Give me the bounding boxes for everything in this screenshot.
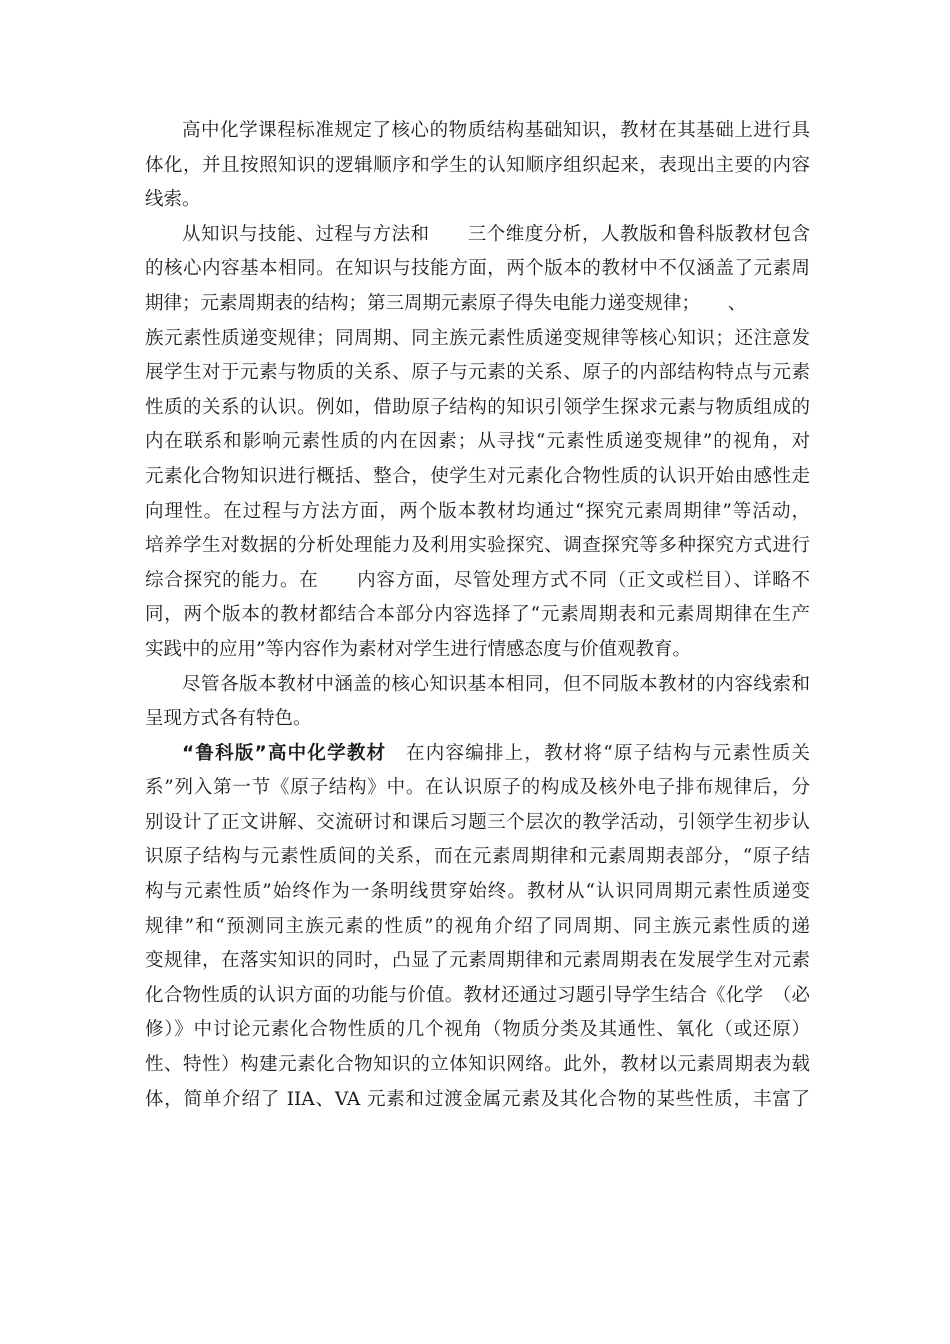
text-line: 从知识与技能、过程与方法和 三个维度分析，人教版和鲁科版教材包含 <box>182 223 810 245</box>
text-line: 化合物性质的认识方面的功能与价值。教材还通过习题引导学生结合《化学 （必 <box>145 984 810 1006</box>
text-line: 同，两个版本的教材都结合本部分内容选择了“元素周期表和元素周期律在生产 <box>145 604 810 626</box>
paragraph-4 <box>145 737 810 1118</box>
paragraph-3 <box>145 668 810 737</box>
text-line: 系”列入第一节《原子结构》中。在认识原子的构成及核外电子排布规律后，分 <box>145 777 810 799</box>
text-line: 族元素性质递变规律；同周期、同主族元素性质递变规律等核心知识；还注意发 <box>145 327 810 349</box>
heading-lead-text: 在内容编排上，教材将“原子结构与元素性质关 <box>386 742 810 764</box>
section-heading: “鲁科版”高中化学教材 <box>182 742 387 764</box>
text-line: 综合探究的能力。在 内容方面，尽管处理方式不同（正文或栏目）、详略不 <box>145 569 810 591</box>
text-line: 线索。 <box>145 189 201 211</box>
text-line: 内在联系和影响元素性质的内在因素；从寻找“元素性质递变规律”的视角，对 <box>145 431 810 453</box>
text-line: 变规律，在落实知识的同时，凸显了元素周期律和元素周期表在发展学生对元素 <box>145 950 810 972</box>
text-line: 培养学生对数据的分析处理能力及利用实验探究、调查探究等多种探究方式进行 <box>145 535 810 557</box>
text-line: 规律”和“预测同主族元素的性质”的视角介绍了同周期、同主族元素性质的递 <box>145 915 810 937</box>
text-line: 性质的关系的认识。例如，借助原子结构的知识引领学生探求元素与物质组成的 <box>145 396 810 418</box>
text-line: 体化，并且按照知识的逻辑顺序和学生的认知顺序组织起来，表现出主要的内容 <box>145 154 810 176</box>
text-line: 高中化学课程标准规定了核心的物质结构基础知识，教材在其基础上进行具 <box>182 120 810 141</box>
text-line: 修）》中讨论元素化合物性质的几个视角（物质分类及其通性、氧化（或还原） <box>145 1019 810 1041</box>
text-line: 呈现方式各有特色。 <box>145 708 312 730</box>
text-line: 体，简单介绍了 IIA、VA 元素和过渡金属元素及其化合物的某些性质，丰富了 <box>145 1088 810 1110</box>
text-line: 期律；元素周期表的结构；第三周期元素原子得失电能力递变规律； 、 <box>145 292 747 314</box>
text-line: 的核心内容基本相同。在知识与技能方面，两个版本的教材中不仅涵盖了元素周 <box>145 258 810 280</box>
text-line <box>145 737 810 772</box>
text-line: 向理性。在过程与方法方面，两个版本教材均通过“探究元素周期律”等活动， <box>145 500 810 522</box>
document-body <box>145 114 810 1117</box>
text-line: 展学生对于元素与物质的关系、原子与元素的关系、原子的内部结构特点与元素 <box>145 362 810 384</box>
text-line: 别设计了正文讲解、交流研讨和课后习题三个层次的教学活动，引领学生初步认 <box>145 811 810 833</box>
text-line: 实践中的应用”等内容作为素材对学生进行情感态度与价值观教育。 <box>145 638 691 660</box>
text-line: 性、特性）构建元素化合物知识的立体知识网络。此外，教材以元素周期表为载 <box>145 1054 810 1076</box>
text-line: 构与元素性质”始终作为一条明线贯穿始终。教材从“认识同周期元素性质递变 <box>145 881 810 903</box>
text-line: 识原子结构与元素性质间的关系，而在元素周期律和元素周期表部分，“原子结 <box>145 846 810 868</box>
text-line: 元素化合物知识进行概括、整合，使学生对元素化合物性质的认识开始由感性走 <box>145 465 810 487</box>
paragraph-1 <box>145 114 810 218</box>
paragraph-2 <box>145 218 810 668</box>
text-line: 尽管各版本教材中涵盖的核心知识基本相同，但不同版本教材的内容线索和 <box>182 673 810 695</box>
